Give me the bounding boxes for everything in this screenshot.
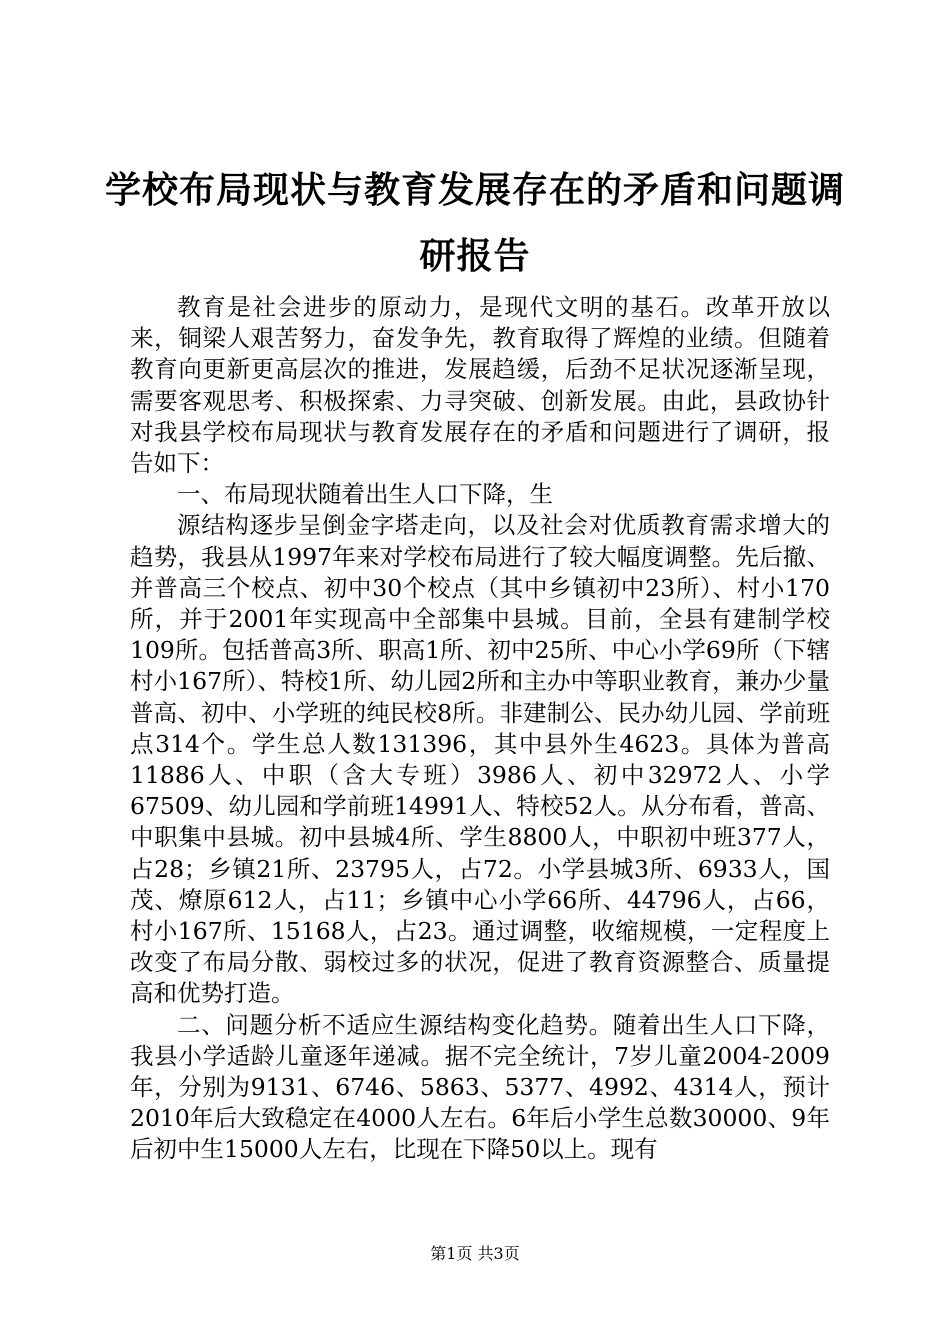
paragraph-intro: 教育是社会进步的原动力，是现代文明的基石。改革开放以来，铜梁人艰苦努力，奋发争先，教育取得了辉煌的业绩。但随着教育向更新更高层次的推进，发展趋缓，后劲不足状况逐渐呈现，需要客观思考、积极探索、力寻突破、创新发展。由此，县政协针对我县学校布局现状与教育发展存在的矛盾和问题进行了调研，报告如下：: [130, 293, 830, 478]
document-title: 学校布局现状与教育发展存在的矛盾和问题调研报告: [104, 170, 845, 277]
paragraph-section-1-heading: 一、布局现状随着出生人口下降，生: [177, 480, 553, 509]
document-body: [130, 292, 830, 1166]
paragraph-section-2: 二、问题分析不适应生源结构变化趋势。随着出生人口下降，我县小学适龄儿童逐年递减。据不完全统计，7岁儿童2004-2009年，分别为9131、6746、5863、5377、4992、4314人，预计2010年后大致稳定在4000人左右。6年后小学生总数30000、9年后初中生15000人左右，比现在下降50以上。现有: [130, 1010, 830, 1164]
paragraph-section-1-body: 源结构逐步呈倒金字塔走向，以及社会对优质教育需求增大的趋势，我县从1997年来对学校布局进行了较大幅度调整。先后撤、并普高三个校点、初中30个校点（其中乡镇初中23所）、村小170所，并于2001年实现高中全部集中县城。目前，全县有建制学校109所。包括普高3所、职高1所、初中25所、中心小学69所（下辖村小167所）、特校1所、幼儿园2所和主办中等职业教育，兼办少量普高、初中、小学班的纯民校8所。非建制公、民办幼儿园、学前班点314个。学生总人数131396，其中县外生4623。具体为普高11886人、中职（含大专班）3986人、初中32972人、小学67509、幼儿园和学前班14991人、特校52人。从分布看，普高、中职集中县城。初中县城4所、学生8800人，中职初中班377人，占28；乡镇21所、23795人，占72。小学县城3所、6933人，国茂、燎原612人，占11；乡镇中心小学66所、44796人，占66，村小167所、15168人，占23。通过调整，收缩规模，一定程度上改变了布局分散、弱校过多的状况，促进了教育资源整合、质量提高和优势打造。: [130, 511, 830, 1008]
page-footer: 第1页 共3页: [430, 1244, 520, 1263]
